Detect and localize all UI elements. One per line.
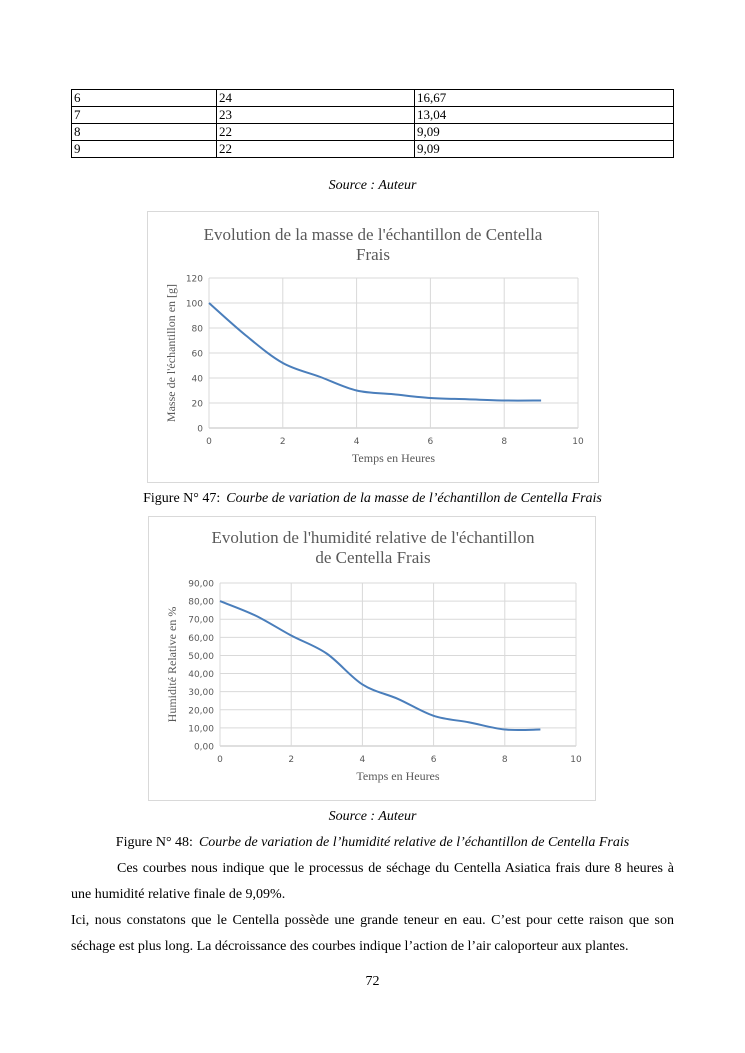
page-number: 72 [365, 974, 380, 989]
y-tick-label: 20 [191, 399, 203, 410]
table-cell: 22 [217, 141, 415, 158]
figure-47-caption [0, 491, 745, 507]
x-tick-label: 10 [572, 437, 584, 447]
chart-frame-humidity [148, 516, 596, 801]
series-line [209, 303, 541, 401]
data-table [71, 89, 674, 158]
chart-frame-mass [147, 211, 599, 483]
table-cell: 24 [217, 90, 415, 107]
y-tick-label: 70,00 [188, 615, 214, 626]
y-tick-label: 10,00 [188, 724, 214, 735]
x-tick-label: 8 [501, 437, 508, 447]
y-axis-label: Humidité Relative en % [165, 606, 179, 723]
figure-47-label: Figure N° 47: [143, 491, 221, 506]
figure-48-caption [0, 835, 745, 851]
x-tick-label: 4 [353, 437, 360, 447]
table-cell: 23 [217, 107, 415, 124]
table-row [72, 124, 674, 141]
source-note-top: Source : Auteur [328, 178, 417, 193]
y-tick-label: 0 [197, 424, 203, 435]
y-tick-label: 60 [191, 349, 203, 360]
x-tick-label: 10 [570, 755, 582, 765]
table-cell: 6 [72, 90, 217, 107]
chart-title-line: Evolution de l'humidité relative de l'échantillon [211, 528, 535, 547]
figure-48-text: Courbe de variation de l’humidité relative de l’échantillon de Centella Frais [198, 835, 630, 850]
chart-mass [148, 212, 598, 482]
y-tick-label: 50,00 [188, 651, 214, 662]
table-row [72, 107, 674, 124]
x-tick-label: 4 [359, 755, 366, 765]
y-tick-label: 60,00 [188, 633, 214, 644]
paragraph-observation: Ici, nous constatons que le Centella possède une grande teneur en eau. C’est pour cette raison que son séchage est plus long. La décroissance des courbes indique l’action de l’air caloporteur aux plantes. [71, 913, 674, 954]
y-tick-label: 40,00 [188, 670, 214, 681]
table-cell: 22 [217, 124, 415, 141]
x-axis-label: Temps en Heures [356, 769, 440, 783]
table-cell: 13,04 [415, 107, 674, 124]
table-row [72, 141, 674, 158]
table-cell: 9,09 [415, 124, 674, 141]
table-cell: 9,09 [415, 141, 674, 158]
table-cell: 7 [72, 107, 217, 124]
figure-47-text: Courbe de variation de la masse de l’échantillon de Centella Frais [226, 491, 602, 506]
chart-humidity [149, 517, 595, 800]
figure-48-label: Figure N° 48: [115, 835, 193, 850]
x-tick-label: 6 [427, 437, 434, 447]
x-axis-label: Temps en Heures [351, 451, 436, 465]
source-note-bottom: Source : Auteur [328, 809, 417, 824]
x-tick-label: 2 [288, 755, 295, 765]
x-tick-label: 6 [430, 755, 437, 765]
y-tick-label: 90,00 [188, 579, 214, 590]
chart-title-line: de Centella Frais [315, 548, 431, 567]
y-tick-label: 120 [185, 274, 203, 285]
y-tick-label: 0,00 [193, 742, 214, 753]
x-tick-label: 8 [501, 755, 508, 765]
y-tick-label: 80,00 [188, 597, 214, 608]
y-tick-label: 20,00 [188, 706, 214, 717]
paragraph-conclusion: Ces courbes nous indique que le processus de séchage du Centella Asiatica frais dure 8 heures à une humidité relative finale de 9,09%. [71, 861, 674, 902]
y-tick-label: 40 [191, 374, 203, 385]
chart-title-line: Evolution de la masse de l'échantillon de Centella [203, 225, 543, 244]
y-tick-label: 80 [191, 324, 203, 335]
x-tick-label: 0 [217, 755, 223, 765]
table-cell: 16,67 [415, 90, 674, 107]
y-tick-label: 30,00 [188, 688, 214, 699]
table-cell: 9 [72, 141, 217, 158]
table-row [72, 90, 674, 107]
x-tick-label: 0 [206, 437, 212, 447]
x-tick-label: 2 [279, 437, 286, 447]
table-cell: 8 [72, 124, 217, 141]
series-line [220, 601, 540, 730]
chart-title-line: Frais [356, 245, 390, 264]
y-tick-label: 100 [185, 299, 203, 310]
y-axis-label: Masse de l'échantillon en [g] [164, 283, 178, 423]
